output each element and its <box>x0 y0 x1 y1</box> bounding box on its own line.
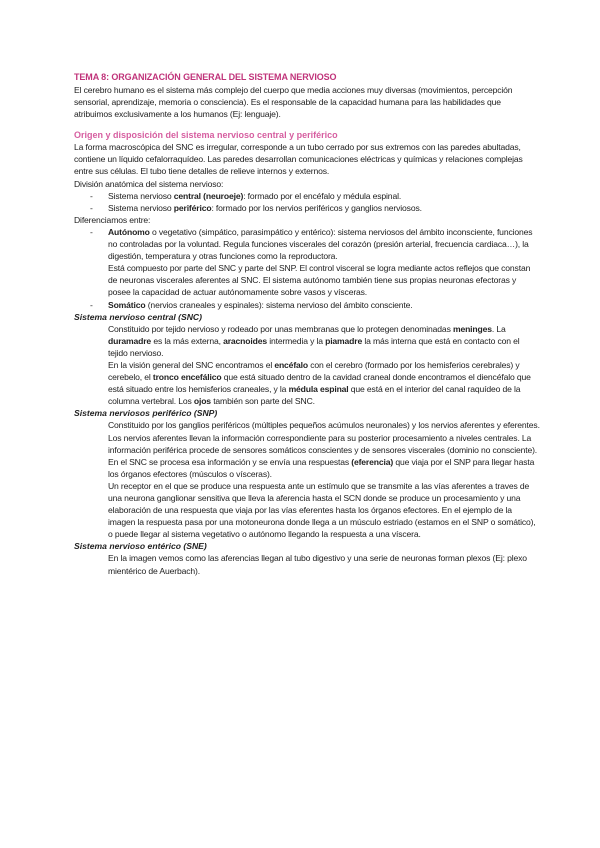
diff-label: Diferenciamos entre: <box>74 214 151 225</box>
list-item: - Sistema nervioso periférico: formado por los nervios periféricos y ganglios nerviosos. <box>74 202 540 214</box>
section-heading-origen: Origen y disposición del sistema nervioso central y periférico <box>74 130 338 141</box>
snp-paragraph-2: Un receptor en el que se produce una respuesta ante un estímulo que se transmite a las vías aferentes a traves de una neurona ganglionar sensitiva que lleva la aferencia hasta el SCN donde se produce un procesamiento y una elaboración de una respuesta que viaja por las vías eferentes hasta los órganos efectores. En el ejemplo de la imagen la respuesta pasa por una motoneurona donde llega a un músculo estriado (estamos en el SNP o somático), o puede llegar al sistema vegetativo o autónomo llegando la respuesta a una víscera. <box>108 480 536 540</box>
snc-heading: Sistema nervioso central (SNC) <box>74 311 202 322</box>
snc-shape-paragraph: La forma macroscópica del SNC es irregular, corresponde a un tubo cerrado por sus extremos con las paredes abultadas, contiene un líquido cefalorraquídeo. Las paredes desarrollan comunicaciones eléctricas y químicas y relaciones complejas entre sus células. El tubo tiene detalles de relieve internos y externos. <box>74 142 523 177</box>
list-item: - Sistema nervioso central (neuroeje): formado por el encéfalo y médula espinal. <box>74 190 540 202</box>
list-item-somatico: - Somático (nervios craneales y espinales): sistema nervioso del ámbito consciente. <box>74 299 540 311</box>
document-title: TEMA 8: ORGANIZACIÓN GENERAL DEL SISTEMA NERVIOSO <box>74 72 337 82</box>
snc-paragraph-encefalo: En la visión general del SNC encontramos el encéfalo con el cerebro (formado por los hemisferios cerebrales) y cerebelo, el tronco encefálico que está situado dentro de la cavidad craneal donde encontramos el diencéfalo que está situado entre los hemisferios craneales, y la médula espinal que está en el interior del canal raquídeo de la columna vertebral. Los ojos también son parte del SNC. <box>108 359 531 407</box>
snp-heading: Sistema nerviosos periférico (SNP) <box>74 408 218 419</box>
intro-paragraph: El cerebro humano es el sistema más complejo del cuerpo que media acciones muy diversas (movimientos, percepción sensorial, aprendizaje, memoria o consciencia). Es el responsable de la capacidad humana para las habilidades que atribuimos exclusivamente a los humanos (Ej: lenguaje). <box>74 85 513 120</box>
list-item-autonomo: - Autónomo o vegetativo (simpático, parasimpático y entérico): sistema nerviosos del ámbito inconsciente, funciones no controladas por la voluntad. Regula funciones viscerales del corazón (presión arterial, frecuencia cardiaca…), la digestión, temperatura y otras funciones como la reproductora. Está compuesto por parte del SNC y parte del SNP. El control visceral se logra mediante actos reflejos que constan de neuronas viscerales aferentes al SNC. El sistema autónomo también tiene sus propias neuronas efectoras y posee la capacidad de actuar autónomamente sobre vasos y vísceras. <box>74 226 540 299</box>
sne-body <box>74 552 540 576</box>
diff-list <box>74 226 540 311</box>
division-list <box>74 190 540 214</box>
snc-paragraph-meninges: Constituido por tejido nervioso y rodeado por unas membranas que lo protegen denominadas meninges. La duramadre es la más externa, aracnoides intermedia y la piamadre la más interna que está en contacto con el tejido nervioso. <box>108 323 520 358</box>
snp-paragraph-1: Constituido por los ganglios periféricos (múltiples pequeños acúmulos neuronales) y los nervios aferentes y eferentes. Los nervios aferentes llevan la información correspondiente para su posterior procesamiento a niveles centrales. La información periférica procede de sensores somáticos conscientes y de sensores viscerales (dominio no consciente). En el SNC se procesa esa información y se envía una respuestas (eferencia) que viaja por el SNP para llegar hasta los órganos efectores (músculos o vísceras). <box>108 420 540 479</box>
sne-paragraph: En la imagen vemos como las aferencias llegan al tubo digestivo y una serie de neuronas forman plexos (Ej: plexo mientérico de Auerbach). <box>108 553 527 576</box>
snp-body <box>74 419 540 540</box>
division-label: División anatómica del sistema nervioso: <box>74 178 224 189</box>
sne-heading: Sistema nervioso entérico (SNE) <box>74 541 207 552</box>
snc-body <box>74 323 540 408</box>
